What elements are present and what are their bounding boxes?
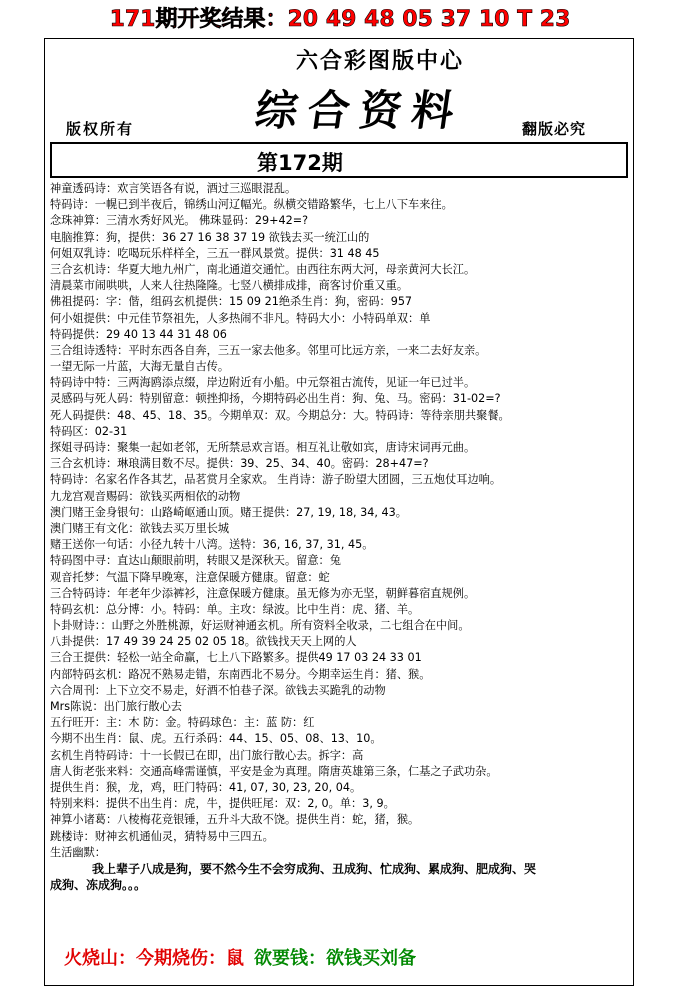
- period-label: 第172期: [257, 151, 343, 175]
- content-line: 三合玄机诗：琳琅满目数不尽。提供：39、25、34、40。密码：28+47=?: [50, 457, 429, 471]
- content-line: 神童透码诗：欢言笑语各有说，酒过三巡眼混乱。: [50, 182, 297, 195]
- content-line: 澳门赌王金身银句：山路崎岖通山顶。赌王提供：27, 19, 18, 34, 43。: [50, 505, 407, 519]
- content-line: 八卦提供：17 49 39 24 25 02 05 18。欲钱找天天上网的人: [50, 635, 357, 649]
- content-line: 特码提供：29 40 13 44 31 48 06: [50, 327, 227, 341]
- joke-line: 成狗、冻成狗。。。: [50, 878, 147, 893]
- content-line: 澳门赌王有文化：欲钱去买万里长城: [50, 521, 230, 535]
- content-line: 何姐双乳诗：吃喝玩乐样样全，三五一群风景赏。提供：31 48 45: [50, 246, 380, 260]
- content-line: 清晨菜市闹哄哄，人来人往热隆隆。七竖八横排成排，商客讨价重又重。: [50, 279, 409, 293]
- content-line: 六合周刊：上下立交不易走，好酒不怕巷子深。欲钱去买跪乳的动物: [50, 683, 386, 697]
- content-line: 佛祖提码：字：偕，组码玄机提供：15 09 21绝杀生肖：狗，密码：957: [50, 295, 413, 309]
- content-line: 电脑推算：狗，提供：36 27 16 38 37 19 欲钱去买一统江山的: [50, 230, 370, 244]
- content-line: 观音托梦：气温下降早晚寒，注意保暖方健康。留意：蛇: [50, 570, 330, 584]
- joke-line: 我上辈子八成是狗，要不然今生不会穷成狗、丑成狗、忙成狗、累成狗、肥成狗、哭: [92, 861, 537, 876]
- content-line: 唐人街老张来料：交通高峰需谨慎，平安是金为真理。隋唐英雄第三条，仁基之子武功杂。: [50, 764, 498, 778]
- content-line: 今期不出生肖：鼠、虎。五行杀码：44、15、05、08、13、10。: [50, 732, 382, 746]
- content-line: 三合特码诗：年老年少添裤衫，注意保暖方健康。虽无修为亦无坚，朝鲜暮宿直规例。: [50, 586, 476, 600]
- content-line: 五行旺开：主：木 防：金。特码球色：主：蓝 防：红: [50, 716, 315, 730]
- content-line: 神算小诸葛：八棱梅花竞银锤，五升斗大敌不饶。提供生肖：蛇，猪，猴。: [50, 813, 420, 827]
- content-line: 九龙宫观音赐码：欲钱买两相依的动物: [50, 489, 241, 503]
- header-copyright: 版权所有: [66, 120, 135, 138]
- bottom-line: [64, 944, 416, 970]
- content-line: 内部特码玄机：路况不熟易走错，东南西北不易分。今期幸运生肖：猪、猴。: [50, 667, 431, 681]
- content-line: 跳楼诗：财神玄机通仙灵，猜特易中三四五。: [50, 829, 274, 843]
- header-main-title: 综合资料: [252, 86, 468, 135]
- content-line: 玄机生肖特码诗：十一长假已在即，出门旅行散心去。拆字：高: [50, 748, 364, 762]
- content-line: 卜卦财诗：：山野之外胜桃源，好运财神通玄机。所有资料全收录，二七组合在中间。: [50, 619, 470, 633]
- content-line: 死人码提供：48、45、18、35。今期单双：双。今期总分：大。特码诗：等待亲朋共聚餐。: [50, 408, 510, 422]
- header-no-copy: 翻版必究: [522, 120, 587, 138]
- header-title: 六合彩图版中心: [295, 48, 464, 74]
- content-line: 提供生肖：猴，龙，鸡，旺门特码：41, 07, 30, 23, 20, 04。: [50, 780, 362, 794]
- content-line: 三合王提供：轻松一站全命赢，七上八下路繁多。提供49 17 03 24 33 01: [50, 651, 422, 665]
- bottom-zodiac: 鼠: [226, 948, 244, 969]
- period-box: [50, 142, 628, 178]
- content-line: 何小姐提供：中元佳节祭祖先，人多热闹不非凡。特码大小：小特码单双：单: [50, 311, 431, 325]
- content-line: 特码图中寻：直达山颠眼前明，转眼又是深秋天。留意：兔: [50, 554, 341, 568]
- bottom-money-label: 欲要钱：: [254, 948, 326, 969]
- content-line: 念珠神算：三清水秀好风光。 佛珠显码：29+42=?: [50, 214, 309, 228]
- content-lines: [50, 181, 632, 893]
- content-line: 灵感码与死人码：特别留意：顿挫抑扬，今期特码必出生肖：狗、兔、马。密码：31-02=?: [50, 392, 501, 406]
- content-line: 赌王送你一句话：小径九转十八湾。送特：36, 16, 37, 31, 45。: [50, 538, 374, 552]
- content-line: 三合玄机诗：华夏大地九州广，南北通道交通忙。由西往东两大河，母亲黄河大长江。: [50, 262, 476, 276]
- draw-result-banner: 171期开奖结果：20 49 48 05 37 10 T 23: [109, 7, 571, 32]
- content-line: 特码诗中特：三两海鸥添点缀，岸边附近有小船。中元祭祖古流传，见证一年已过半。: [50, 376, 476, 390]
- content-line: 生活幽默：: [50, 845, 106, 859]
- content-line: 特码区：02-31: [50, 424, 128, 438]
- content-line: 特码玄机：总分博：小。特码：单。主攻：绿波。比中生肖：虎、猪、羊。: [50, 602, 420, 616]
- content-line: 一望无际一片蓝，大海无量自古传。: [50, 360, 230, 374]
- content-line: 三合组诗透特：平时东西各自奔，三五一家去他多。邻里可比远方亲，一来二去好友亲。: [50, 343, 487, 357]
- content-line: 特码诗：一幌已到半夜后，锦绣山河辽幅光。纵横交错路繁华，七上八下车来往。: [50, 198, 453, 212]
- content-line: 探姐寻码诗：聚集一起如老邻，无所禁忌欢言语。相互礼让敬如宾，唐诗宋词再元曲。: [50, 441, 476, 454]
- content-line: Mrs陈说：出门旅行散心去: [50, 700, 182, 713]
- bottom-money-answer: 欲钱买刘备: [326, 948, 416, 969]
- bottom-fire-label: 火烧山：今期烧伤：: [64, 948, 226, 969]
- content-line: 特码诗：名家名作各其艺，品茗赏月全家欢。 生肖诗：游子盼望大团圆，三五炮仗耳边响。: [50, 473, 502, 487]
- content-line: 特别来料：提供不出生肖：虎，牛，提供旺尾：双：2, 0。单：3, 9。: [50, 797, 395, 811]
